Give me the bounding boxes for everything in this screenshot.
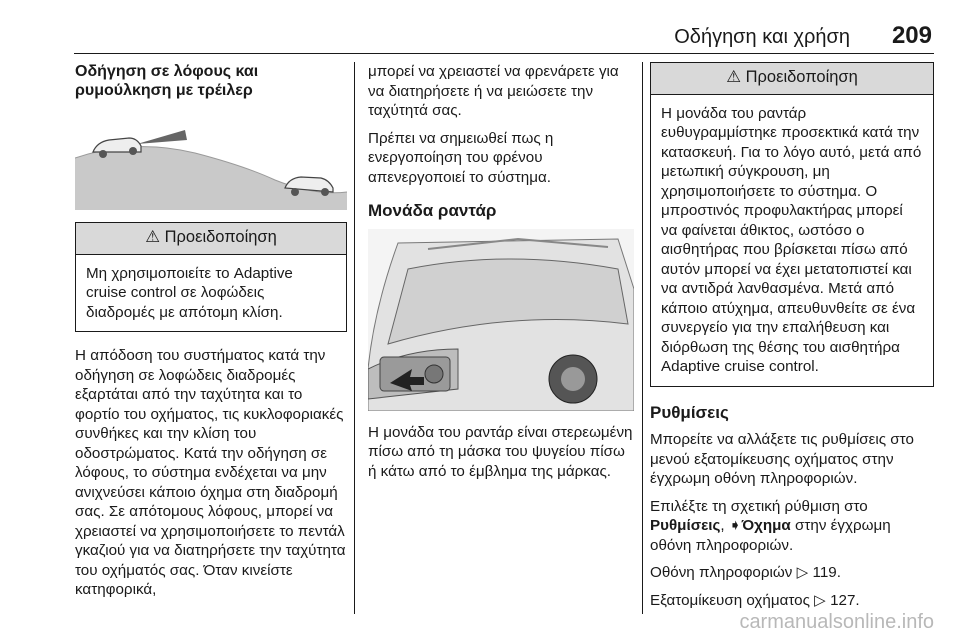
settings-text: Μπορείτε να αλλάξετε τις ρυθμίσεις στο μενού εξατομίκευσης οχήματος στην έγχρωμη οθόνη πληροφοριών. [650, 431, 914, 487]
warning-header [651, 63, 933, 95]
warning-title: Προειδοποίηση [745, 68, 858, 86]
radar-sensor-marker [380, 357, 450, 391]
hill-driving-illustration [75, 108, 347, 210]
watermark: carmanualsonline.info [739, 611, 934, 633]
settings-select-prefix: Επιλέξτε τη σχετική ρύθμιση στο [650, 497, 868, 515]
vehicle-menu-name: Όχημα [741, 517, 791, 534]
reference-page: 127. [830, 591, 860, 609]
page-ref-icon: ▷ [796, 564, 809, 581]
hills-body-text: Η απόδοση του συστήματος κατά την οδήγηση σε λοφώδεις διαδρομές εξαρτάται από την ταχύτητα και το φορτίο του οχήματος, τις κυκλοφοριακές συνθήκες και την κλίση του οδοστρώματος. Κατά την οδήγηση σε λόφους, το σύστημα ενδέχεται να μην ανιχνεύσει κάποιο όχημα στη διαδρομή σας. Σε απότομους λόφους, μπορεί να χρειαστεί να χρησιμοποιήσετε το πεντάλ γκαζιού για να διατηρήσετε την ταχύτητα του οχήματός σας. Όταν κινείστε κατηφορικά, [75, 347, 346, 598]
column-3 [650, 62, 934, 618]
reference-vehicle-personalisation [650, 591, 934, 611]
brake-deactivation-text: Πρέπει να σημειωθεί πως η ενεργοποίηση του φρένου απενεργοποιεί το σύστημα. [368, 129, 554, 186]
warning-text: Η μονάδα του ραντάρ ευθυγραμμίστηκε προσεκτικά κατά την κατασκευή. Για το λόγο αυτό, μετά από μετωπική σύγκρουση, μη χρησιμοποιήσετε το σύστημα. Ο μπροστινός προφυλακτήρας μπορεί να φαίνεται άθικτος, ωστόσο ο αισθητήρας που βρίσκεται πίσω από αυτόν μπορεί να έχει μετατοπιστεί και να αντιδρά λανθασμένα. Μετά από κάποιο ατύχημα, απευθυνθείτε σε ένα συνεργείο για την επαλήθευση και διόρθωση της θέσης του αισθητήρα Adaptive cruise control. [661, 104, 922, 375]
warning-box-radar [650, 62, 934, 387]
settings-menu-name: Ρυθμίσεις [650, 517, 721, 534]
column-divider-1 [354, 62, 355, 614]
column-1 [75, 62, 347, 608]
section-heading-radar: Μονάδα ραντάρ [368, 201, 497, 220]
header-title: Οδήγηση και χρήση [674, 26, 850, 48]
warning-header [76, 223, 346, 255]
arrow-right-icon: ➧ [728, 517, 742, 534]
page-number: 209 [891, 22, 932, 49]
warning-triangle-icon: ⚠ [145, 228, 161, 246]
warning-box-hills [75, 222, 347, 332]
page-ref-icon: ▷ [814, 591, 826, 609]
page-header [0, 0, 960, 50]
reference-page: 119. [812, 564, 841, 581]
settings-select-suffix: στην έγχρωμη οθόνη πληροφοριών. [650, 517, 891, 554]
column-divider-2 [642, 62, 643, 614]
reference-info-display [650, 563, 934, 583]
warning-title: Προειδοποίηση [164, 228, 277, 246]
section-heading-settings: Ρυθμίσεις [650, 402, 729, 422]
column-2 [368, 62, 634, 489]
warning-triangle-icon: ⚠ [726, 68, 742, 86]
warning-text: Μη χρησιμοποιείτε το Adaptive cruise control σε λοφώδεις διαδρομές με απότομη κλίση. [86, 264, 293, 321]
section-heading-hills: Οδήγηση σε λόφους και ρυμούλκηση με τρέιλερ [75, 63, 259, 99]
radar-unit-car-illustration [368, 229, 634, 411]
reference-label: Οθόνη πληροφοριών [650, 564, 793, 581]
braking-text: μπορεί να χρειαστεί να φρενάρετε για να διατηρήσετε ή να μειώσετε την ταχύτητά σας. [368, 63, 619, 119]
settings-select-text: Επιλέξτε τη σχετική ρύθμιση στο Ρυθμίσεις, ➧Όχημα στην έγχρωμη οθόνη πληροφοριών. [650, 497, 891, 554]
header-rule [74, 53, 934, 54]
reference-label: Εξατομίκευση οχήματος [650, 591, 810, 609]
radar-caption: Η μονάδα του ραντάρ είναι στερεωμένη πίσω από τη μάσκα του ψυγείου πίσω ή κάτω από το έμβλημα της μάρκας. [368, 423, 633, 480]
